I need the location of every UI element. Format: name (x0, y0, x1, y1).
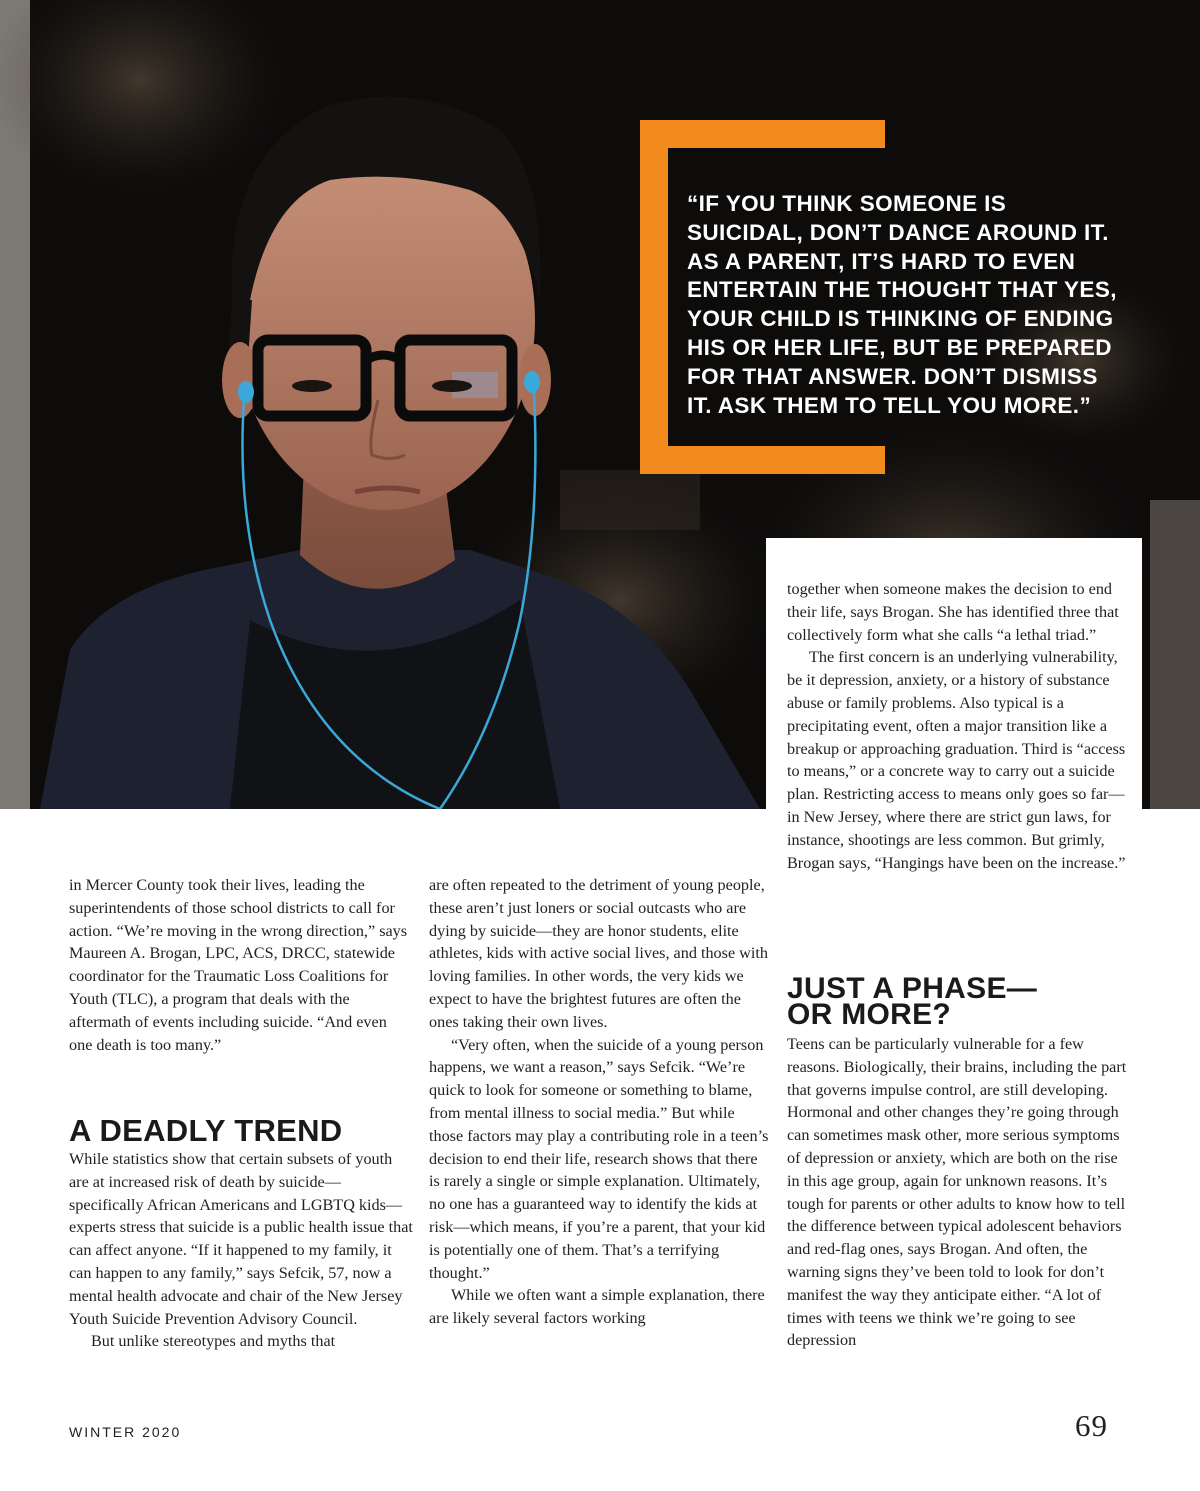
body-paragraph: But unlike stereotypes and myths that (91, 1332, 336, 1351)
column-1-bottom (69, 1148, 414, 1353)
column-3-bottom (787, 1033, 1132, 1352)
body-paragraph: are often repeated to the detriment of young people, these aren’t just loners or social outcasts who are dying by suicide—they are honor students, elite athletes, kids with active social lives, and those with loving families. In other words, the very kids we expect to have the brightest futures are often the ones taking their own lives. (429, 876, 768, 1031)
body-paragraph: Teens can be particularly vulnerable for a few reasons. Biologically, their brains, including the part that governs impulse control, are still developing. Hormonal and other changes they’re going through can sometimes mask other, more serious symptoms of depression or anxiety, which are both on the rise in this age group, again for unknown reasons. It’s tough for parents or other adults to know how to tell the difference between typical adolescent behaviors and red-flag ones, says Brogan. And often, the warning signs they’ve been told to look for don’t manifest the way they anticipate either. “A lot of times with teens we think we’re going to see depression (787, 1035, 1127, 1350)
page-number: 69 (1075, 1408, 1108, 1443)
section-heading-deadly-trend: A DEADLY TREND (69, 1113, 343, 1148)
body-paragraph: in Mercer County took their lives, leading the superintendents of those school districts to call for action. “We’re moving in the wrong direction,” says Maureen A. Brogan, LPC, ACS, DRCC, statewide coordinator for the Traumatic Loss Coalitions for Youth (TLC), a program that deals with the aftermath of events including suicide. “And even one death is too many.” (69, 876, 408, 1054)
body-paragraph: While we often want a simple explanation, there are likely several factors working (429, 1286, 765, 1328)
body-paragraph: The first concern is an underlying vulnerability, be it depression, anxiety, or a history of substance abuse or family problems. Also typical is a precipitating event, often a major transition like a breakup or approaching graduation. Third is “access to means,” or a concrete way to carry out a suicide plan. Restricting access to means only goes so far—in New Jersey, where there are strict gun laws, for instance, shootings are less common. But grimly, Brogan says, “Hangings have been on the increase.” (787, 648, 1126, 872)
column-1-top (69, 874, 409, 1056)
column-3-top (787, 578, 1132, 874)
body-paragraph: together when someone makes the decision to end their life, says Brogan. She has identified three that collectively form what she calls “a lethal triad.” (787, 580, 1119, 644)
section-heading-just-a-phase (787, 972, 1127, 1031)
column-2 (429, 874, 769, 1330)
issue-date: WINTER 2020 (69, 1424, 182, 1440)
heading-line: JUST A PHASE— (787, 972, 1038, 1005)
pull-quote: “IF YOU THINK SOMEONE IS SUICIDAL, DON’T DANCE AROUND IT. AS A PARENT, IT’S HARD TO EVEN ENTERTAIN THE THOUGHT THAT YES, YOUR CHILD IS THINKING OF ENDING HIS OR HER LIFE, BUT BE PREPARED FOR THAT ANSWER. DON’T DISMISS IT. ASK THEM TO TELL YOU MORE.” (687, 191, 1117, 418)
heading-line: OR MORE? (787, 998, 952, 1031)
body-paragraph: While statistics show that certain subsets of youth are at increased risk of death by suicide—specifically African Americans and LGBTQ kids—experts stress that suicide is a public health issue that can affect anyone. “If it happened to my family, it can happen to any family,” says Sefcik, 57, now a mental health advocate and chair of the New Jersey Youth Suicide Prevention Advisory Council. (69, 1150, 413, 1328)
body-paragraph: “Very often, when the suicide of a young person happens, we want a reason,” says Sefcik. “We’re quick to look for someone or something to blame, from mental illness to social media.” But while those factors may play a contributing role in a teen’s decision to end their life, research shows that there is rarely a single or simple explanation. Ultimately, no one has a guaranteed way to identify the kids at risk—which means, if you’re a parent, that your kid is potentially one of them. That’s a terrifying thought.” (429, 1035, 769, 1282)
